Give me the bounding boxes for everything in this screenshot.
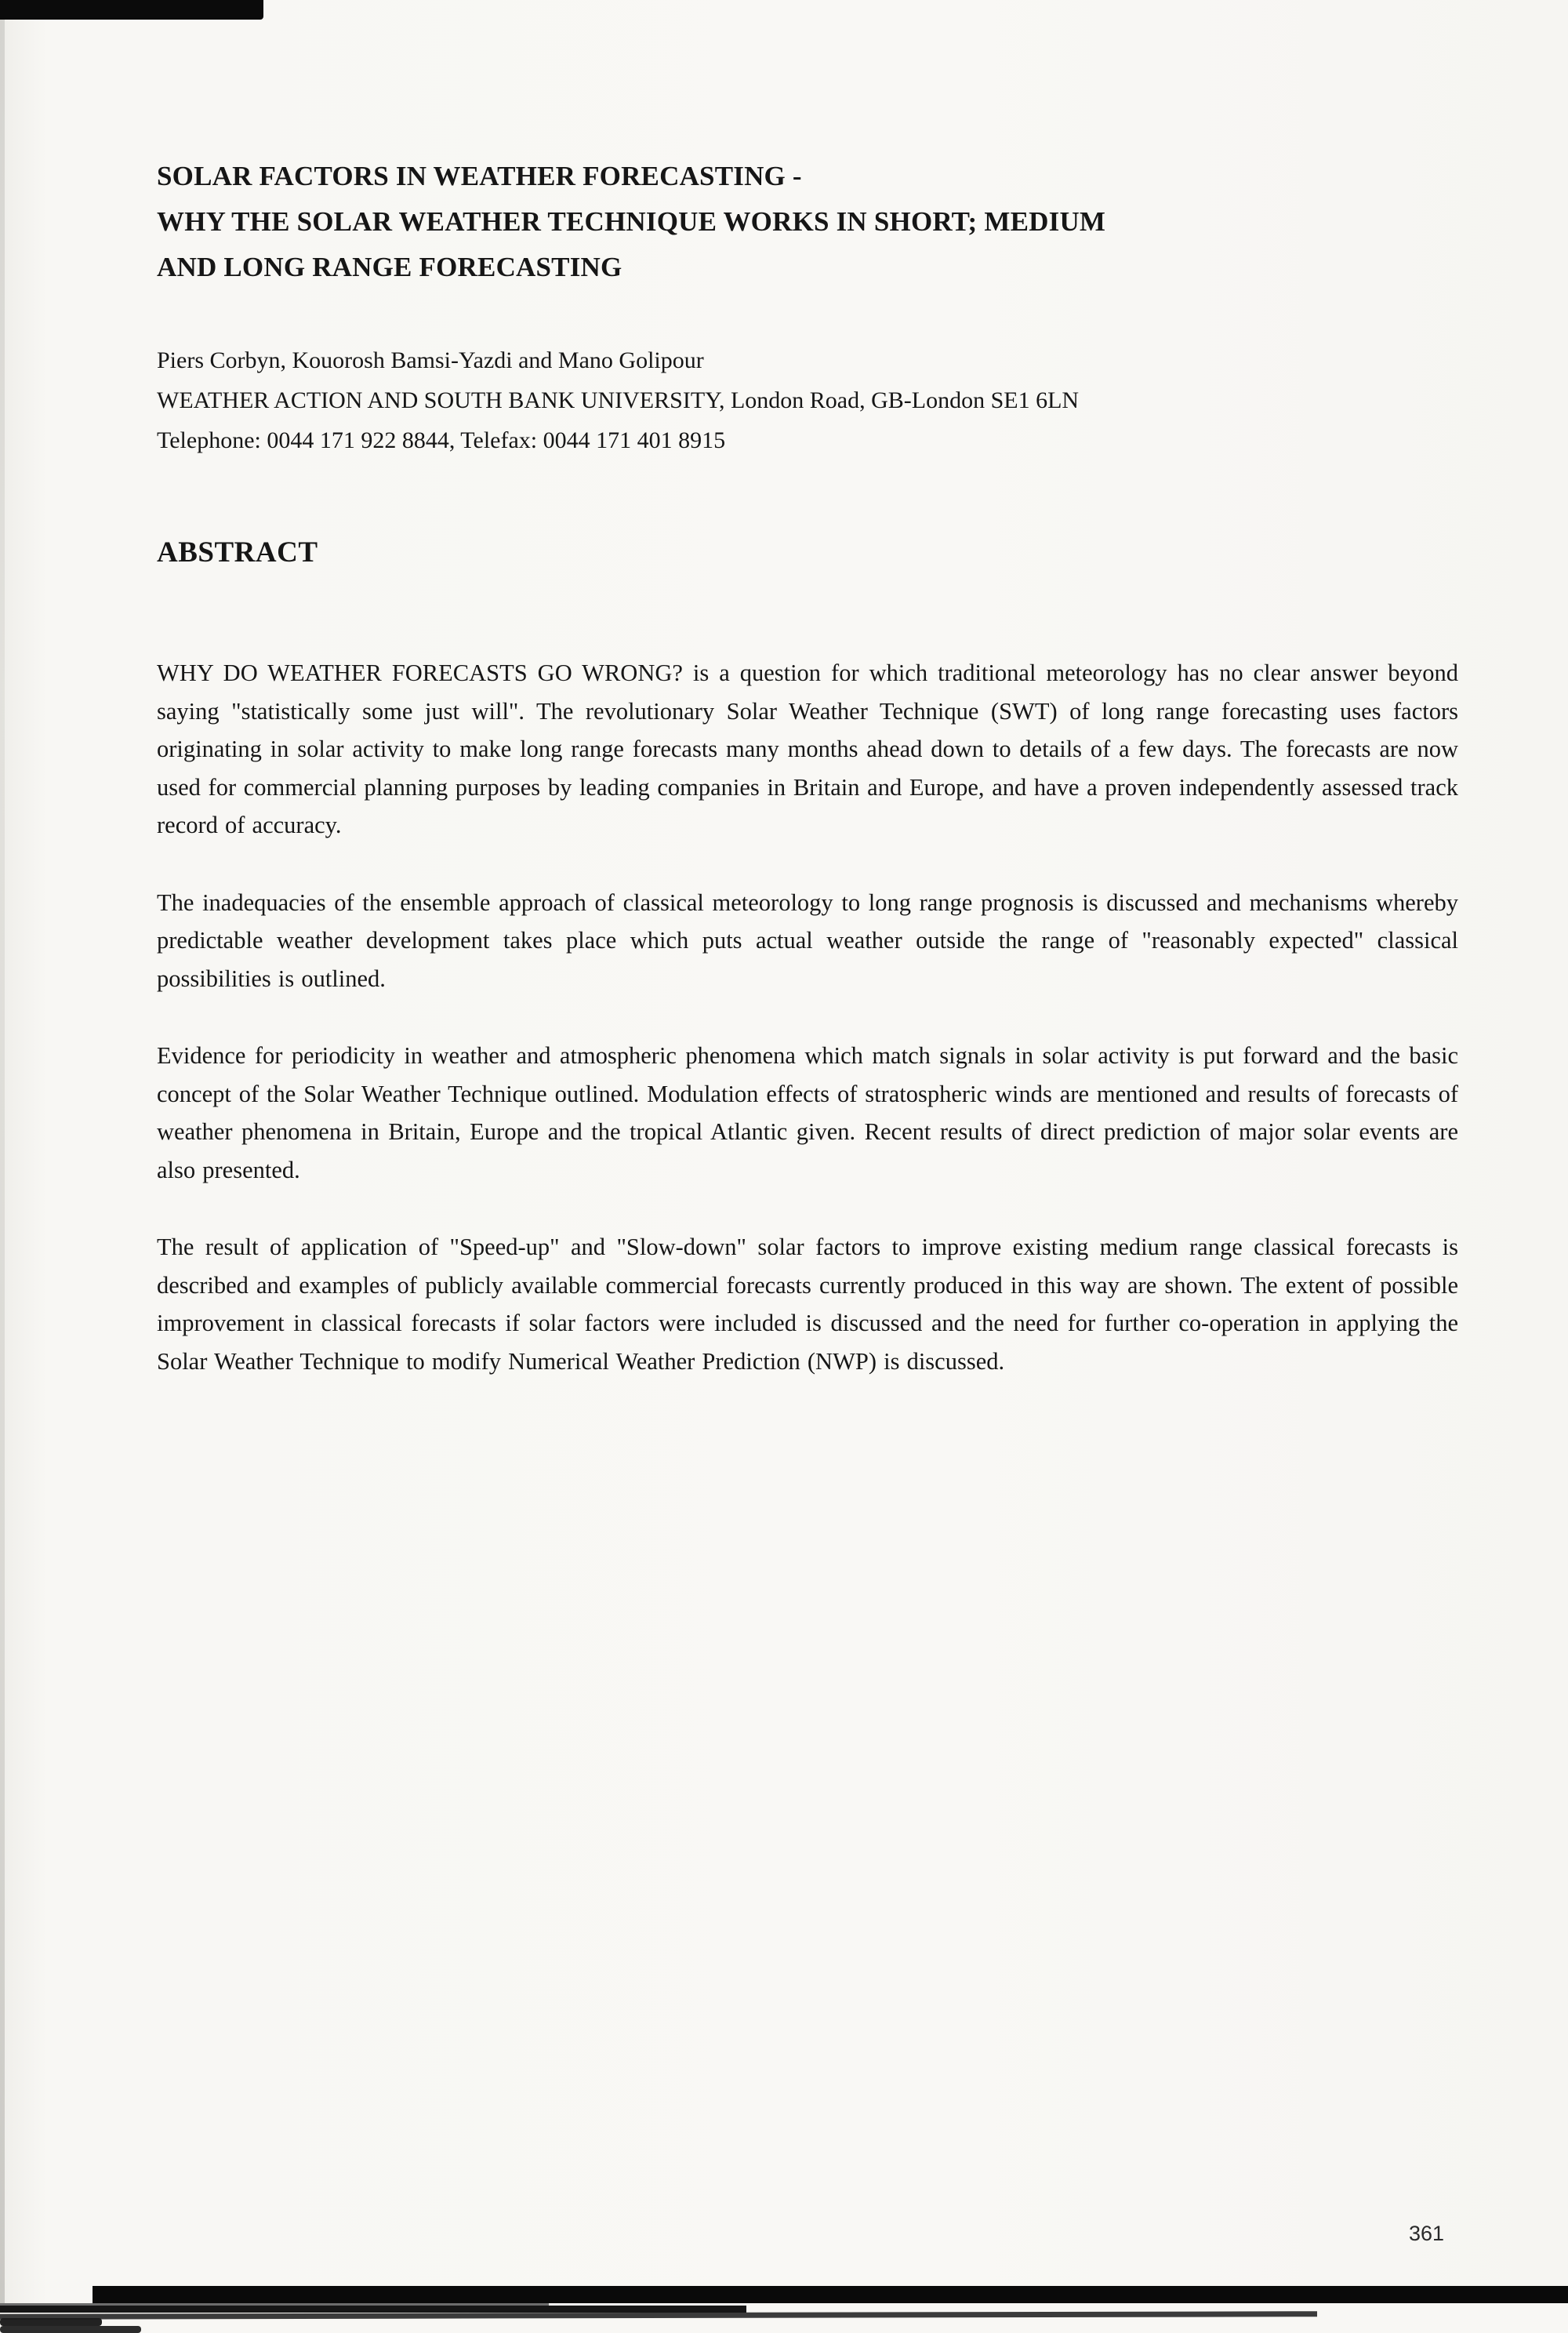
abstract-heading: ABSTRACT bbox=[157, 536, 318, 569]
paper-title bbox=[157, 154, 1458, 290]
affiliation-line: WEATHER ACTION AND SOUTH BANK UNIVERSITY, London Road, GB-London SE1 6LN bbox=[157, 387, 1080, 413]
scan-artifact-top-left bbox=[0, 0, 263, 20]
page-number: 361 bbox=[1408, 2222, 1444, 2245]
scan-artifact-bottom-strip bbox=[93, 2286, 1568, 2303]
paper-title-line-1: SOLAR FACTORS IN WEATHER FORECASTING - bbox=[157, 161, 802, 191]
scan-left-edge-shadow bbox=[0, 0, 5, 2303]
authors-line: Piers Corbyn, Kouorosh Bamsi-Yazdi and Mano Golipour bbox=[157, 347, 704, 373]
paper-title-line-2: WHY THE SOLAR WEATHER TECHNIQUE WORKS IN SHORT; MEDIUM bbox=[157, 206, 1106, 237]
author-block bbox=[157, 340, 1458, 460]
contact-line: Telephone: 0044 171 922 8844, Telefax: 0044 171 401 8915 bbox=[157, 427, 726, 453]
abstract-paragraph-4: The result of application of "Speed-up" and "Slow-down" solar factors to improve existing medium range classical forecasts is described and examples of publicly available commercial forecasts currently produced in this way are shown. The extent of possible improvement in classical forecasts if solar factors were included is discussed and the need for further co-operation in applying the Solar Weather Technique to modify Numerical Weather Prediction (NWP) is discussed. bbox=[157, 1234, 1458, 1375]
scan-artifact-bottom-blob bbox=[0, 2326, 141, 2333]
scan-artifact-top-right bbox=[0, 2306, 746, 2313]
abstract-paragraph-3: Evidence for periodicity in weather and atmospheric phenomena which match signals in solar activity is put forward and the basic concept of the Solar Weather Technique outlined. Modulation effects of stratospheric winds are mentioned and results of forecasts of weather phenomena in Britain, Europe and the tropical Atlantic given. Recent results of direct prediction of major solar events are also presented. bbox=[157, 1042, 1458, 1183]
abstract-paragraph-1: WHY DO WEATHER FORECASTS GO WRONG? is a question for which traditional meteorology has no clear answer beyond saying "statistically some just will". The revolutionary Solar Weather Technique (SWT) of long range forecasting uses factors originating in solar activity to make long range forecasts many months ahead down to details of a few days. The forecasts are now used for commercial planning purposes by leading companies in Britain and Europe, and have a proven independently assessed track record of accuracy. bbox=[157, 660, 1458, 838]
abstract-paragraph-2: The inadequacies of the ensemble approach of classical meteorology to long range prognosis is discussed and mechanisms whereby predictable weather development takes place which puts actual weather outside the range of "reasonably expected" classical possibilities is outlined. bbox=[157, 889, 1458, 992]
page-content bbox=[157, 154, 1458, 1419]
paper-title-line-3: AND LONG RANGE FORECASTING bbox=[157, 252, 622, 282]
